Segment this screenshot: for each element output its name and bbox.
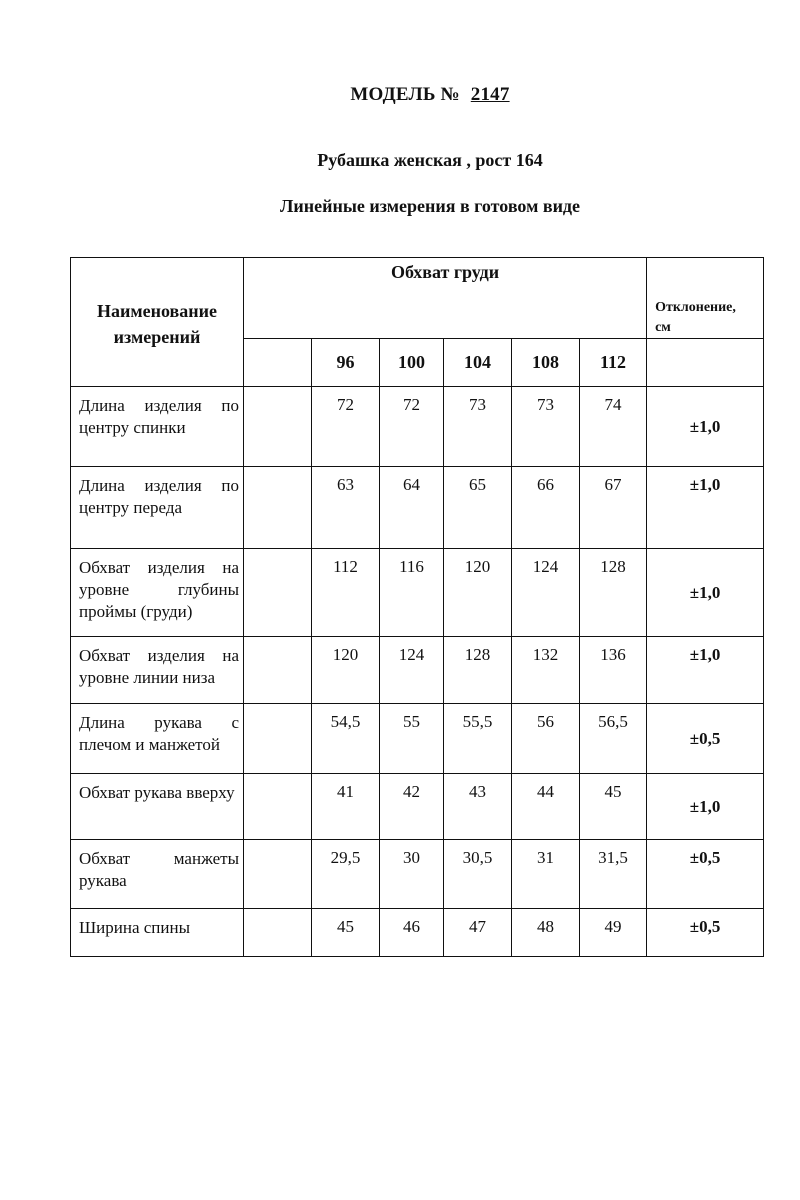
deviation-cell: ±0,5: [647, 909, 764, 957]
empty-cell: [244, 549, 312, 637]
table-row: [71, 467, 764, 549]
value-cell: 48: [512, 909, 580, 957]
value-cell: 41: [312, 774, 380, 840]
value-cell: 63: [312, 467, 380, 549]
deviation-cell: ±0,5: [647, 840, 764, 909]
value-cell: 49: [580, 909, 647, 957]
empty-cell: [244, 704, 312, 774]
value-cell: 136: [580, 637, 647, 704]
deviation-empty-cell: [647, 339, 764, 387]
table-row: [71, 704, 764, 774]
value-cell: 124: [512, 549, 580, 637]
size-96: 96: [312, 339, 380, 387]
value-cell: 46: [380, 909, 444, 957]
value-cell: 65: [444, 467, 512, 549]
deviation-header-cell: [647, 258, 764, 339]
garment-subtitle: Рубашка женская , рост 164: [317, 150, 543, 170]
row-label: Ширина спины: [71, 909, 244, 957]
header-row-top: [71, 258, 764, 339]
deviation-cell: ±0,5: [647, 704, 764, 774]
name-header-cell: [71, 258, 244, 387]
measurement-table: [70, 257, 764, 957]
name-header-line-2: измерений: [113, 327, 201, 347]
row-label: Обхват изделия на уровне линии низа: [71, 637, 244, 704]
model-title: [0, 84, 800, 106]
size-108: 108: [512, 339, 580, 387]
deviation-cell: ±1,0: [647, 387, 764, 467]
value-cell: 29,5: [312, 840, 380, 909]
deviation-cell: ±1,0: [647, 774, 764, 840]
empty-cell: [244, 774, 312, 840]
value-cell: 116: [380, 549, 444, 637]
model-number: 2147: [470, 84, 510, 105]
table-row: [71, 840, 764, 909]
value-cell: 43: [444, 774, 512, 840]
value-cell: 31,5: [580, 840, 647, 909]
size-100: 100: [380, 339, 444, 387]
row-label: Обхват манжеты рукава: [71, 840, 244, 909]
value-cell: 31: [512, 840, 580, 909]
value-cell: 120: [444, 549, 512, 637]
value-cell: 64: [380, 467, 444, 549]
empty-cell: [244, 637, 312, 704]
value-cell: 112: [312, 549, 380, 637]
value-cell: 30: [380, 840, 444, 909]
deviation-cell: ±1,0: [647, 549, 764, 637]
size-112: 112: [580, 339, 647, 387]
chest-group-header: Обхват груди: [244, 258, 647, 339]
empty-cell: [244, 840, 312, 909]
measurement-rows: [71, 387, 764, 957]
value-cell: 47: [444, 909, 512, 957]
value-cell: 30,5: [444, 840, 512, 909]
value-cell: 44: [512, 774, 580, 840]
table-row: [71, 387, 764, 467]
value-cell: 124: [380, 637, 444, 704]
value-cell: 45: [312, 909, 380, 957]
deviation-cell: ±1,0: [647, 637, 764, 704]
name-header-line-1: Наименование: [97, 301, 217, 321]
table-row: [71, 637, 764, 704]
value-cell: 120: [312, 637, 380, 704]
row-label: Обхват рукава вверху: [71, 774, 244, 840]
table-caption: Линейные измерения в готовом виде: [279, 196, 581, 216]
value-cell: 45: [580, 774, 647, 840]
value-cell: 73: [444, 387, 512, 467]
table-row: [71, 909, 764, 957]
value-cell: 128: [580, 549, 647, 637]
table-row: [71, 549, 764, 637]
value-cell: 55,5: [444, 704, 512, 774]
empty-cell: [244, 387, 312, 467]
empty-cell: [244, 909, 312, 957]
row-label: Длина рукава с плечом и манжетой: [71, 704, 244, 774]
value-cell: 67: [580, 467, 647, 549]
value-cell: 56: [512, 704, 580, 774]
value-cell: 128: [444, 637, 512, 704]
deviation-header-line-1: Отклонение,: [655, 300, 736, 315]
value-cell: 55: [380, 704, 444, 774]
row-label: Обхват изделия на уровне глубины проймы (груди): [71, 549, 244, 637]
row-label: Длина изделия по центру спинки: [71, 387, 244, 467]
value-cell: 42: [380, 774, 444, 840]
value-cell: 72: [312, 387, 380, 467]
value-cell: 56,5: [580, 704, 647, 774]
empty-cell: [244, 467, 312, 549]
value-cell: 72: [380, 387, 444, 467]
deviation-header-line-2: см: [655, 320, 671, 335]
value-cell: 74: [580, 387, 647, 467]
model-label: МОДЕЛЬ №: [350, 84, 460, 105]
deviation-cell: ±1,0: [647, 467, 764, 549]
size-104: 104: [444, 339, 512, 387]
value-cell: 132: [512, 637, 580, 704]
value-cell: 73: [512, 387, 580, 467]
table-row: [71, 774, 764, 840]
value-cell: 54,5: [312, 704, 380, 774]
size-empty-cell: [244, 339, 312, 387]
value-cell: 66: [512, 467, 580, 549]
row-label: Длина изделия по центру переда: [71, 467, 244, 549]
